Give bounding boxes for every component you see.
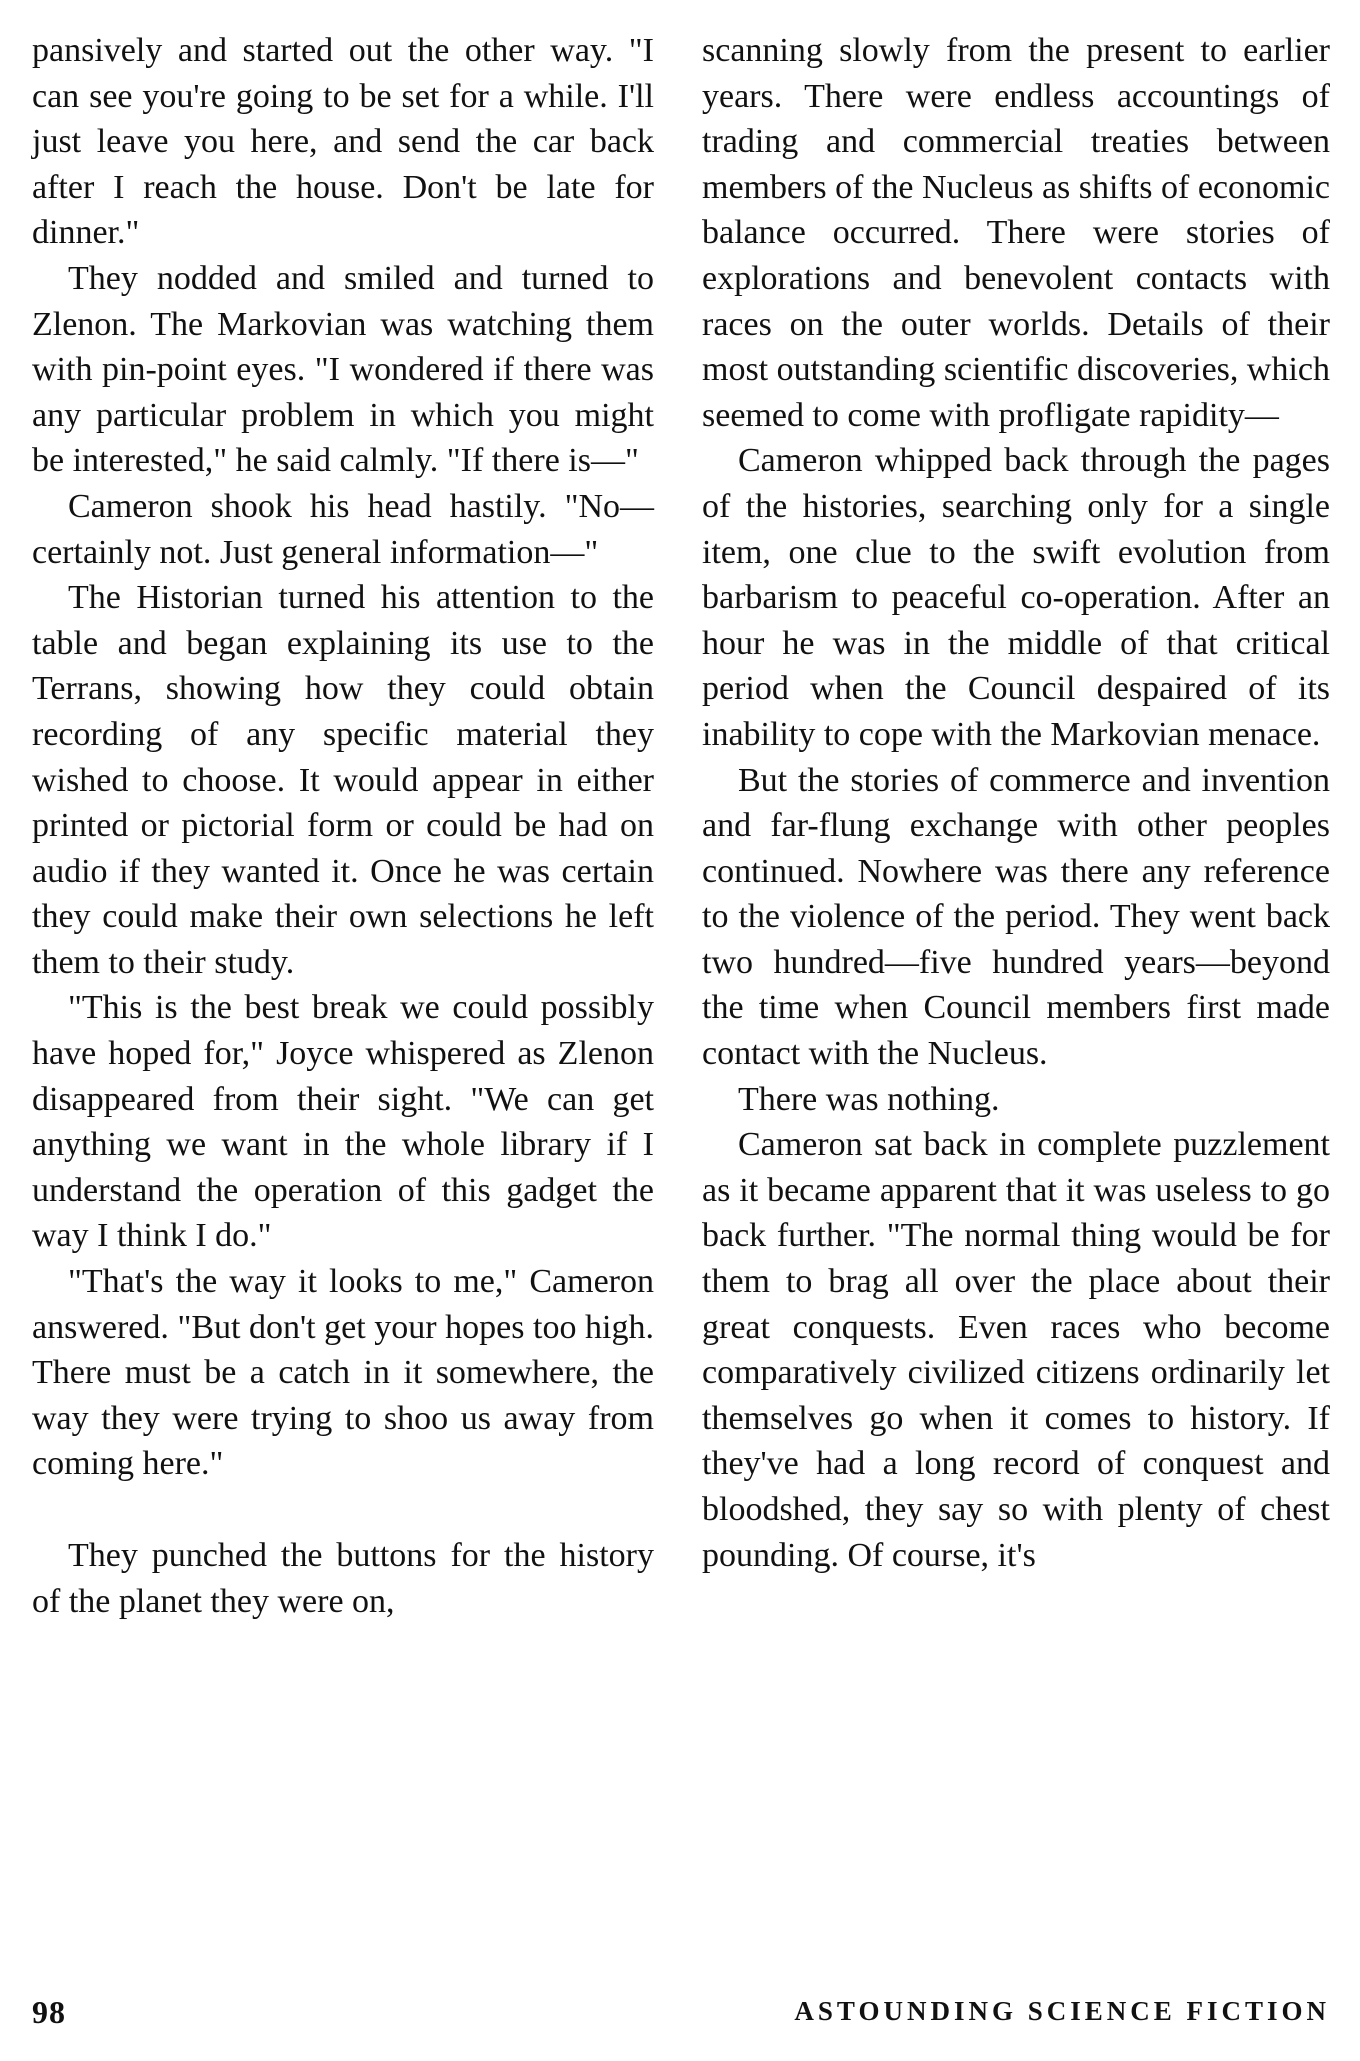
paragraph: pansively and started out the other way. "I can see you're going to be set for a while. I'll just leave you here, and send the car back after I reach the house. Don't be late for dinner.": [32, 32, 654, 252]
paragraph: Cameron shook his head hastily. "No—certainly not. Just general information—": [32, 487, 654, 571]
page-footer: [32, 1994, 1330, 2038]
paragraph: The Historian turned his attention to the table and began explaining its use to the Terrans, showing how they could obtain recording of any specific material they wished to choose. It would appear in either printed or pictorial form or could be had on audio if they wanted it. Once he was certain they could make their own selections he left them to their study.: [32, 579, 654, 981]
paragraph: They nodded and smiled and turned to Zlenon. The Markovian was watching them with pin-point eyes. "I wondered if there was any particular problem in which you might be interested," he said calmly. "If there is—": [32, 259, 654, 480]
page-number: 98: [32, 1994, 66, 2030]
paragraph: They punched the buttons for the history of the planet they were on,: [32, 1537, 654, 1620]
paragraph: scanning slowly from the present to earlier years. There were endless accountings of trading and commercial treaties between members of the Nucleus as shifts of economic balance occurred. There were stories of explorations and benevolent contacts with races on the outer worlds. Details of their most outstanding scientific discoveries, which seemed to come with profligate rapidity—: [702, 32, 1330, 434]
paragraph: "That's the way it looks to me," Cameron answered. "But don't get your hopes too high. There must be a catch in it somewhere, the way they were trying to shoo us away from coming here.": [32, 1263, 654, 1483]
paragraph: But the stories of commerce and invention and far-flung exchange with other peoples continued. Nowhere was there any reference to the violence of the period. They went back two hundred—five hundred years—beyond the time when Council members first made contact with the Nucleus.: [702, 761, 1330, 1073]
running-title: ASTOUNDING SCIENCE FICTION: [794, 1996, 1330, 2026]
paragraph: "This is the best break we could possibly have hoped for," Joyce whispered as Zlenon disappeared from their sight. "We can get anything we want in the whole library if I understand the operation of this gadget the way I think I do.": [32, 989, 654, 1255]
paragraph: Cameron sat back in complete puzzlement as it became apparent that it was useless to go back further. "The normal thing would be for them to brag all over the place about their great conquests. Even races who become comparatively civilized citizens ordinarily let themselves go when it comes to history. If they've had a long record of conquest and bloodshed, they say so with plenty of chest pounding. Of course, it's: [702, 1126, 1330, 1574]
paragraph: Cameron whipped back through the pages of the histories, searching only for a single item, one clue to the swift evolution from barbarism to peaceful co-operation. After an hour he was in the middle of that critical period when the Council despaired of its inability to cope with the Markovian menace.: [702, 442, 1330, 753]
paragraph: There was nothing.: [738, 1080, 1000, 1118]
right-column: [702, 28, 1330, 1578]
left-column: [32, 28, 654, 1624]
